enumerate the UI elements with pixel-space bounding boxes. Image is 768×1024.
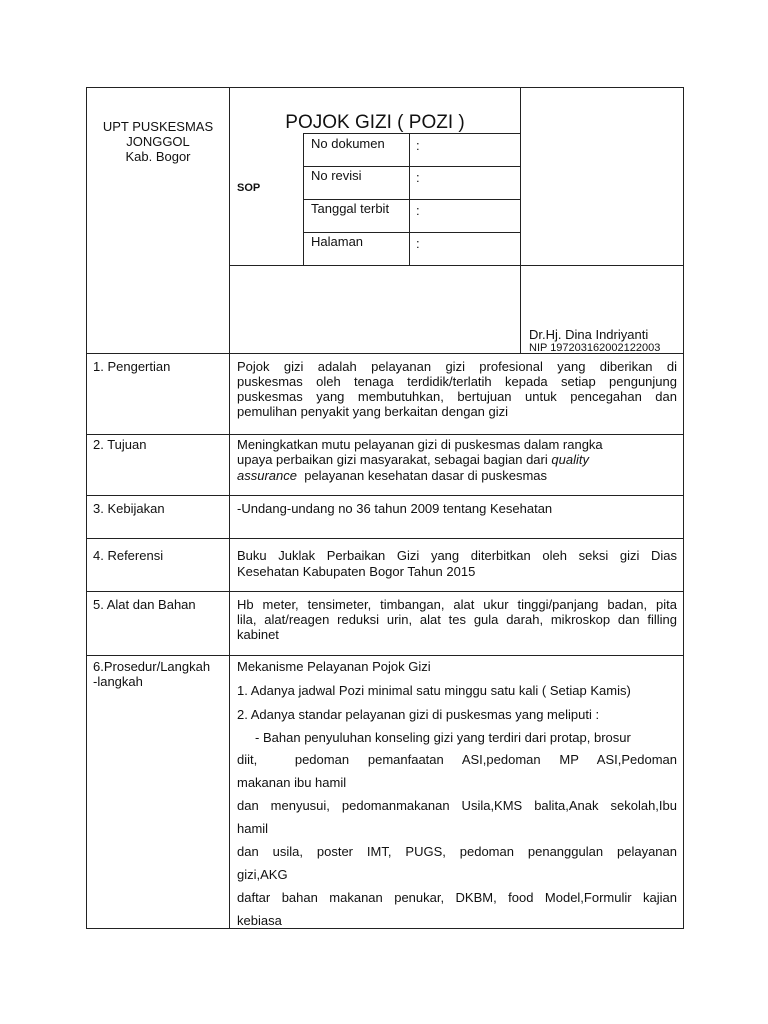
prosedur-heading: Mekanisme Pelayanan Pojok Gizi — [237, 659, 431, 674]
alat-line-2: lila, alat/reagen reduksi urin, alat tes gula darah, mikroskop dan filling — [237, 612, 677, 627]
kebijakan-text: -Undang-undang no 36 tahun 2009 tentang Kesehatan — [237, 501, 553, 516]
table-border-bottom — [86, 928, 684, 929]
pengertian-line-1: Pojok gizi adalah pelayanan gizi profesional yang diberikan di — [237, 359, 677, 374]
doc-field-label-halaman: Halaman — [311, 234, 364, 249]
tujuan-line-1: Meningkatkan mutu pelayanan gizi di puskesmas dalam rangka — [237, 437, 603, 452]
section-label-referensi: 4. Referensi — [93, 548, 164, 563]
tujuan-assurance-text: assurance — [237, 468, 297, 483]
divider-alat — [86, 655, 684, 656]
org-name-line1: UPT PUSKESMAS — [102, 119, 214, 134]
alat-line-3: kabinet — [237, 627, 279, 642]
prosedur-line-5: hamil — [237, 821, 269, 836]
prosedur-bullet-line-1: - Bahan penyuluhan konseling gizi yang terdiri dari protap, brosur — [237, 730, 631, 745]
doc-field-value-halaman: : — [416, 236, 420, 251]
divider-fields-bottom — [229, 265, 684, 266]
divider-tujuan — [86, 495, 684, 496]
prosedur-line-8: daftar bahan makanan penukar, DKBM, food Model,Formulir kajian — [237, 890, 677, 905]
prosedur-line-7: gizi,AKG — [237, 867, 288, 882]
doc-field-label-tanggal-terbit: Tanggal terbit — [311, 201, 390, 216]
tujuan-line-2 — [237, 452, 589, 467]
signatory-name: Dr.Hj. Dina Indriyanti — [529, 327, 649, 342]
divider-pengertian — [86, 434, 684, 435]
doc-field-label-no-revisi: No revisi — [311, 168, 362, 183]
divider-field-2 — [303, 199, 521, 200]
referensi-line-2: Kesehatan Kabupaten Bogor Tahun 2015 — [237, 564, 476, 579]
prosedur-step-2: 2. Adanya standar pelayanan gizi di puskesmas yang meliputi : — [237, 707, 600, 722]
table-border-top — [86, 87, 684, 88]
signatory-nip: NIP 197203162002122003 — [529, 342, 661, 354]
tujuan-line-3 — [237, 468, 547, 483]
org-region: Kab. Bogor — [125, 149, 191, 164]
divider-kebijakan — [86, 538, 684, 539]
prosedur-step-1: 1. Adanya jadwal Pozi minimal satu minggu satu kali ( Setiap Kamis) — [237, 683, 631, 698]
referensi-line-1: Buku Juklak Perbaikan Gizi yang diterbitkan oleh seksi gizi Dias — [237, 548, 677, 563]
divider-field-3 — [303, 232, 521, 233]
alat-line-1: Hb meter, tensimeter, timbangan, alat ukur tinggi/panjang badan, pita — [237, 597, 677, 612]
tujuan-line-3-text: pelayanan kesehatan dasar di puskesmas — [296, 468, 548, 483]
section-label-kebijakan: 3. Kebijakan — [93, 501, 165, 516]
table-border-right — [683, 87, 684, 929]
prosedur-line-4: dan menyusui, pedomanmakanan Usila,KMS balita,Anak sekolah,Ibu — [237, 798, 677, 813]
divider-referensi — [86, 591, 684, 592]
divider-field-1 — [303, 166, 521, 167]
page-title: POJOK GIZI ( POZI ) — [285, 112, 465, 133]
section-label-pengertian: 1. Pengertian — [93, 359, 171, 374]
tujuan-line-2-text: upaya perbaikan gizi masyarakat, sebagai bagian dari — [237, 452, 552, 467]
doc-field-value-tanggal-terbit: : — [416, 203, 420, 218]
prosedur-line-9: kebiasa — [237, 913, 282, 928]
doc-field-value-no-revisi: : — [416, 170, 420, 185]
prosedur-bullet-line-2: diit, pedoman pemanfaatan ASI,pedoman MP ASI,Pedoman — [237, 752, 677, 767]
section-label-alat-dan-bahan: 5. Alat dan Bahan — [93, 597, 196, 612]
pengertian-line-2: puskesmas oleh tenaga terdidik/terlatih kepada setiap pengunjung — [237, 374, 677, 389]
doc-field-value-no-dokumen: : — [416, 138, 420, 153]
table-border-left — [86, 87, 87, 929]
pengertian-line-4: pemulihan penyakit yang berkaitan dengan gizi — [237, 404, 509, 419]
section-label-tujuan: 2. Tujuan — [93, 437, 147, 452]
tujuan-quality-text: quality — [551, 452, 589, 467]
divider-col1 — [229, 87, 230, 929]
prosedur-bullet-line-3: makanan ibu hamil — [237, 775, 347, 790]
section-label-prosedur-line2: -langkah — [93, 674, 143, 689]
pengertian-line-3: puskesmas yang membutuhkan, bertujuan untuk pencegahan dan — [237, 389, 677, 404]
doc-field-label-no-dokumen: No dokumen — [311, 136, 385, 151]
prosedur-line-6: dan usila, poster IMT, PUGS, pedoman penanggulan pelayanan — [237, 844, 677, 859]
org-name-line2: JONGGOL — [126, 134, 190, 149]
section-label-prosedur-line1: 6.Prosedur/Langkah — [93, 659, 211, 674]
sop-label: SOP — [237, 182, 261, 194]
